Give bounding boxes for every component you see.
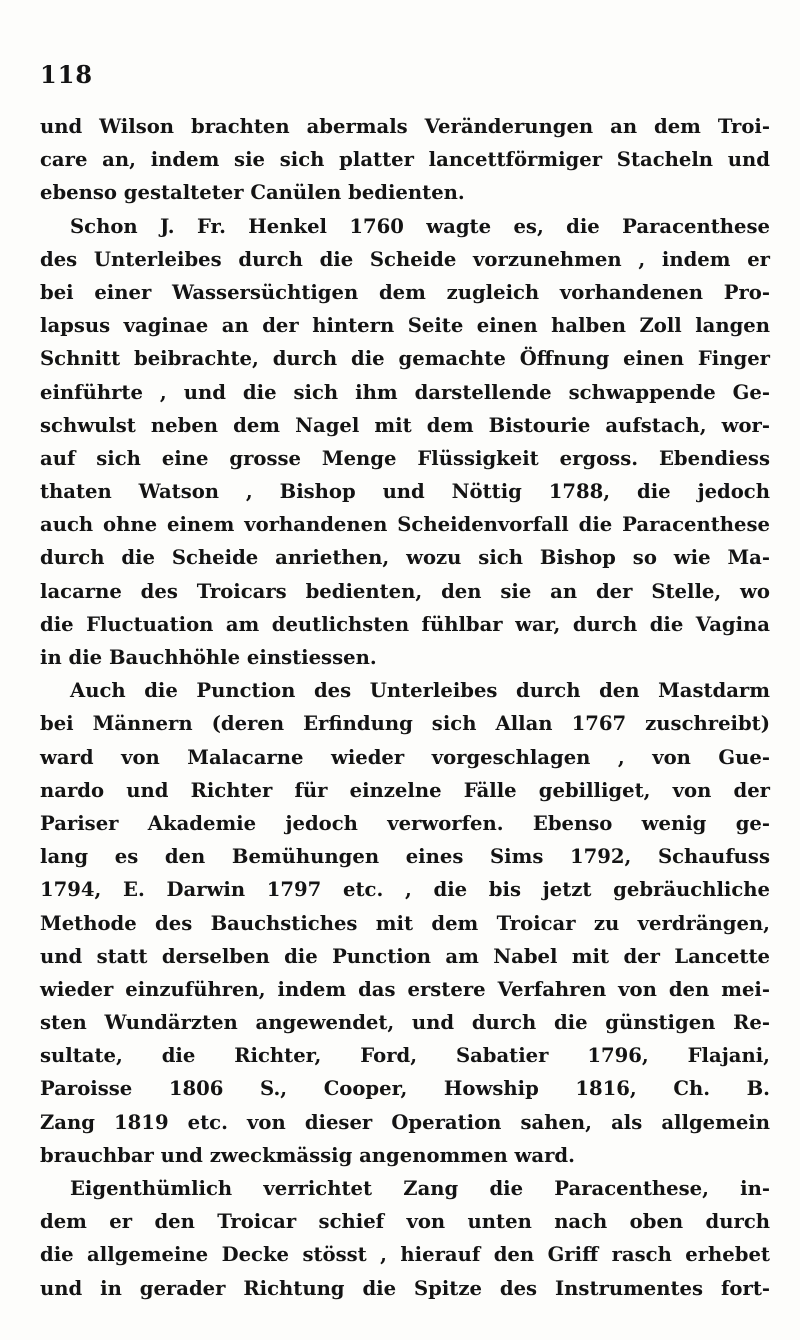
text-line: dem er den Troicar schief von unten nach oben durch [40,1210,770,1234]
text-line: und statt derselben die Punction am Nabel mit der Lancette [40,944,770,968]
text-line: Auch die Punction des Unterleibes durch den Mastdarm [70,679,770,703]
text-line: in die Bauchhöhle einstiessen. [40,646,377,669]
text-line: 1794, E. Darwin 1797 etc. , die bis jetzt gebräuchliche [40,878,770,902]
text-line: und in gerader Richtung die Spitze des Instrumentes fort- [40,1276,770,1300]
text-line: Zang 1819 etc. von dieser Operation sahen, als allgemein [40,1110,770,1134]
text-line: Schnitt beibrachte, durch die gemachte Öffnung einen Finger [40,347,770,371]
body-text [40,110,770,1305]
text-line: Pariser Akademie jedoch verworfen. Ebenso wenig ge- [40,811,770,835]
text-line: und Wilson brachten abermals Veränderungen an dem Troi- [40,115,770,138]
text-line: die allgemeine Decke stösst , hierauf den Griff rasch erhebet [40,1243,770,1267]
text-line: sten Wundärzten angewendet, und durch die günstigen Re- [40,1011,770,1035]
text-line: Methode des Bauchstiches mit dem Troicar zu verdrängen, [40,911,770,935]
text-line: bei einer Wassersüchtigen dem zugleich vorhandenen Pro- [40,280,770,304]
text-line: thaten Watson , Bishop und Nöttig 1788, die jedoch [40,480,770,504]
text-line: auf sich eine grosse Menge Flüssigkeit ergoss. Ebendiess [40,446,770,470]
text-line: auch ohne einem vorhandenen Scheidenvorfall die Paracenthese [40,513,770,537]
page-number: 118 [40,60,94,89]
text-line: care an, indem sie sich platter lancettförmiger Stacheln und [40,148,770,172]
text-line: sultate, die Richter, Ford, Sabatier 1796, Flajani, [40,1044,770,1068]
text-line: die Fluctuation am deutlichsten fühlbar war, durch die Vagina [40,612,770,636]
text-line: wieder einzuführen, indem das erstere Verfahren von den mei- [40,977,770,1001]
text-line: lang es den Bemühungen eines Sims 1792, Schaufuss [40,845,770,869]
text-line: ward von Malacarne wieder vorgeschlagen , von Gue- [40,745,770,769]
text-line: Schon J. Fr. Henkel 1760 wagte es, die Paracenthese [70,214,770,238]
text-line: des Unterleibes durch die Scheide vorzunehmen , indem er [40,247,770,271]
text-line: brauchbar und zweckmässig angenommen ward. [40,1143,575,1167]
text-line: durch die Scheide anriethen, wozu sich Bishop so wie Ma- [40,546,770,570]
text-line: ebenso gestalteter Canülen bedienten. [40,181,465,205]
text-line: nardo und Richter für einzelne Fälle gebilliget, von der [40,778,770,802]
text-line: lapsus vaginae an der hintern Seite einen halben Zoll langen [40,314,770,338]
text-line: schwulst neben dem Nagel mit dem Bistourie aufstach, wor- [40,413,770,437]
text-line: Paroisse 1806 S., Cooper, Howship 1816, Ch. B. [40,1077,770,1101]
text-line: einführte , und die sich ihm darstellende schwappende Ge- [40,380,770,404]
text-line: lacarne des Troicars bedienten, den sie an der Stelle, wo [40,579,770,603]
text-line: bei Männern (deren Erfindung sich Allan 1767 zuschreibt) [40,712,770,736]
text-line: Eigenthümlich verrichtet Zang die Paracenthese, in- [70,1177,770,1200]
